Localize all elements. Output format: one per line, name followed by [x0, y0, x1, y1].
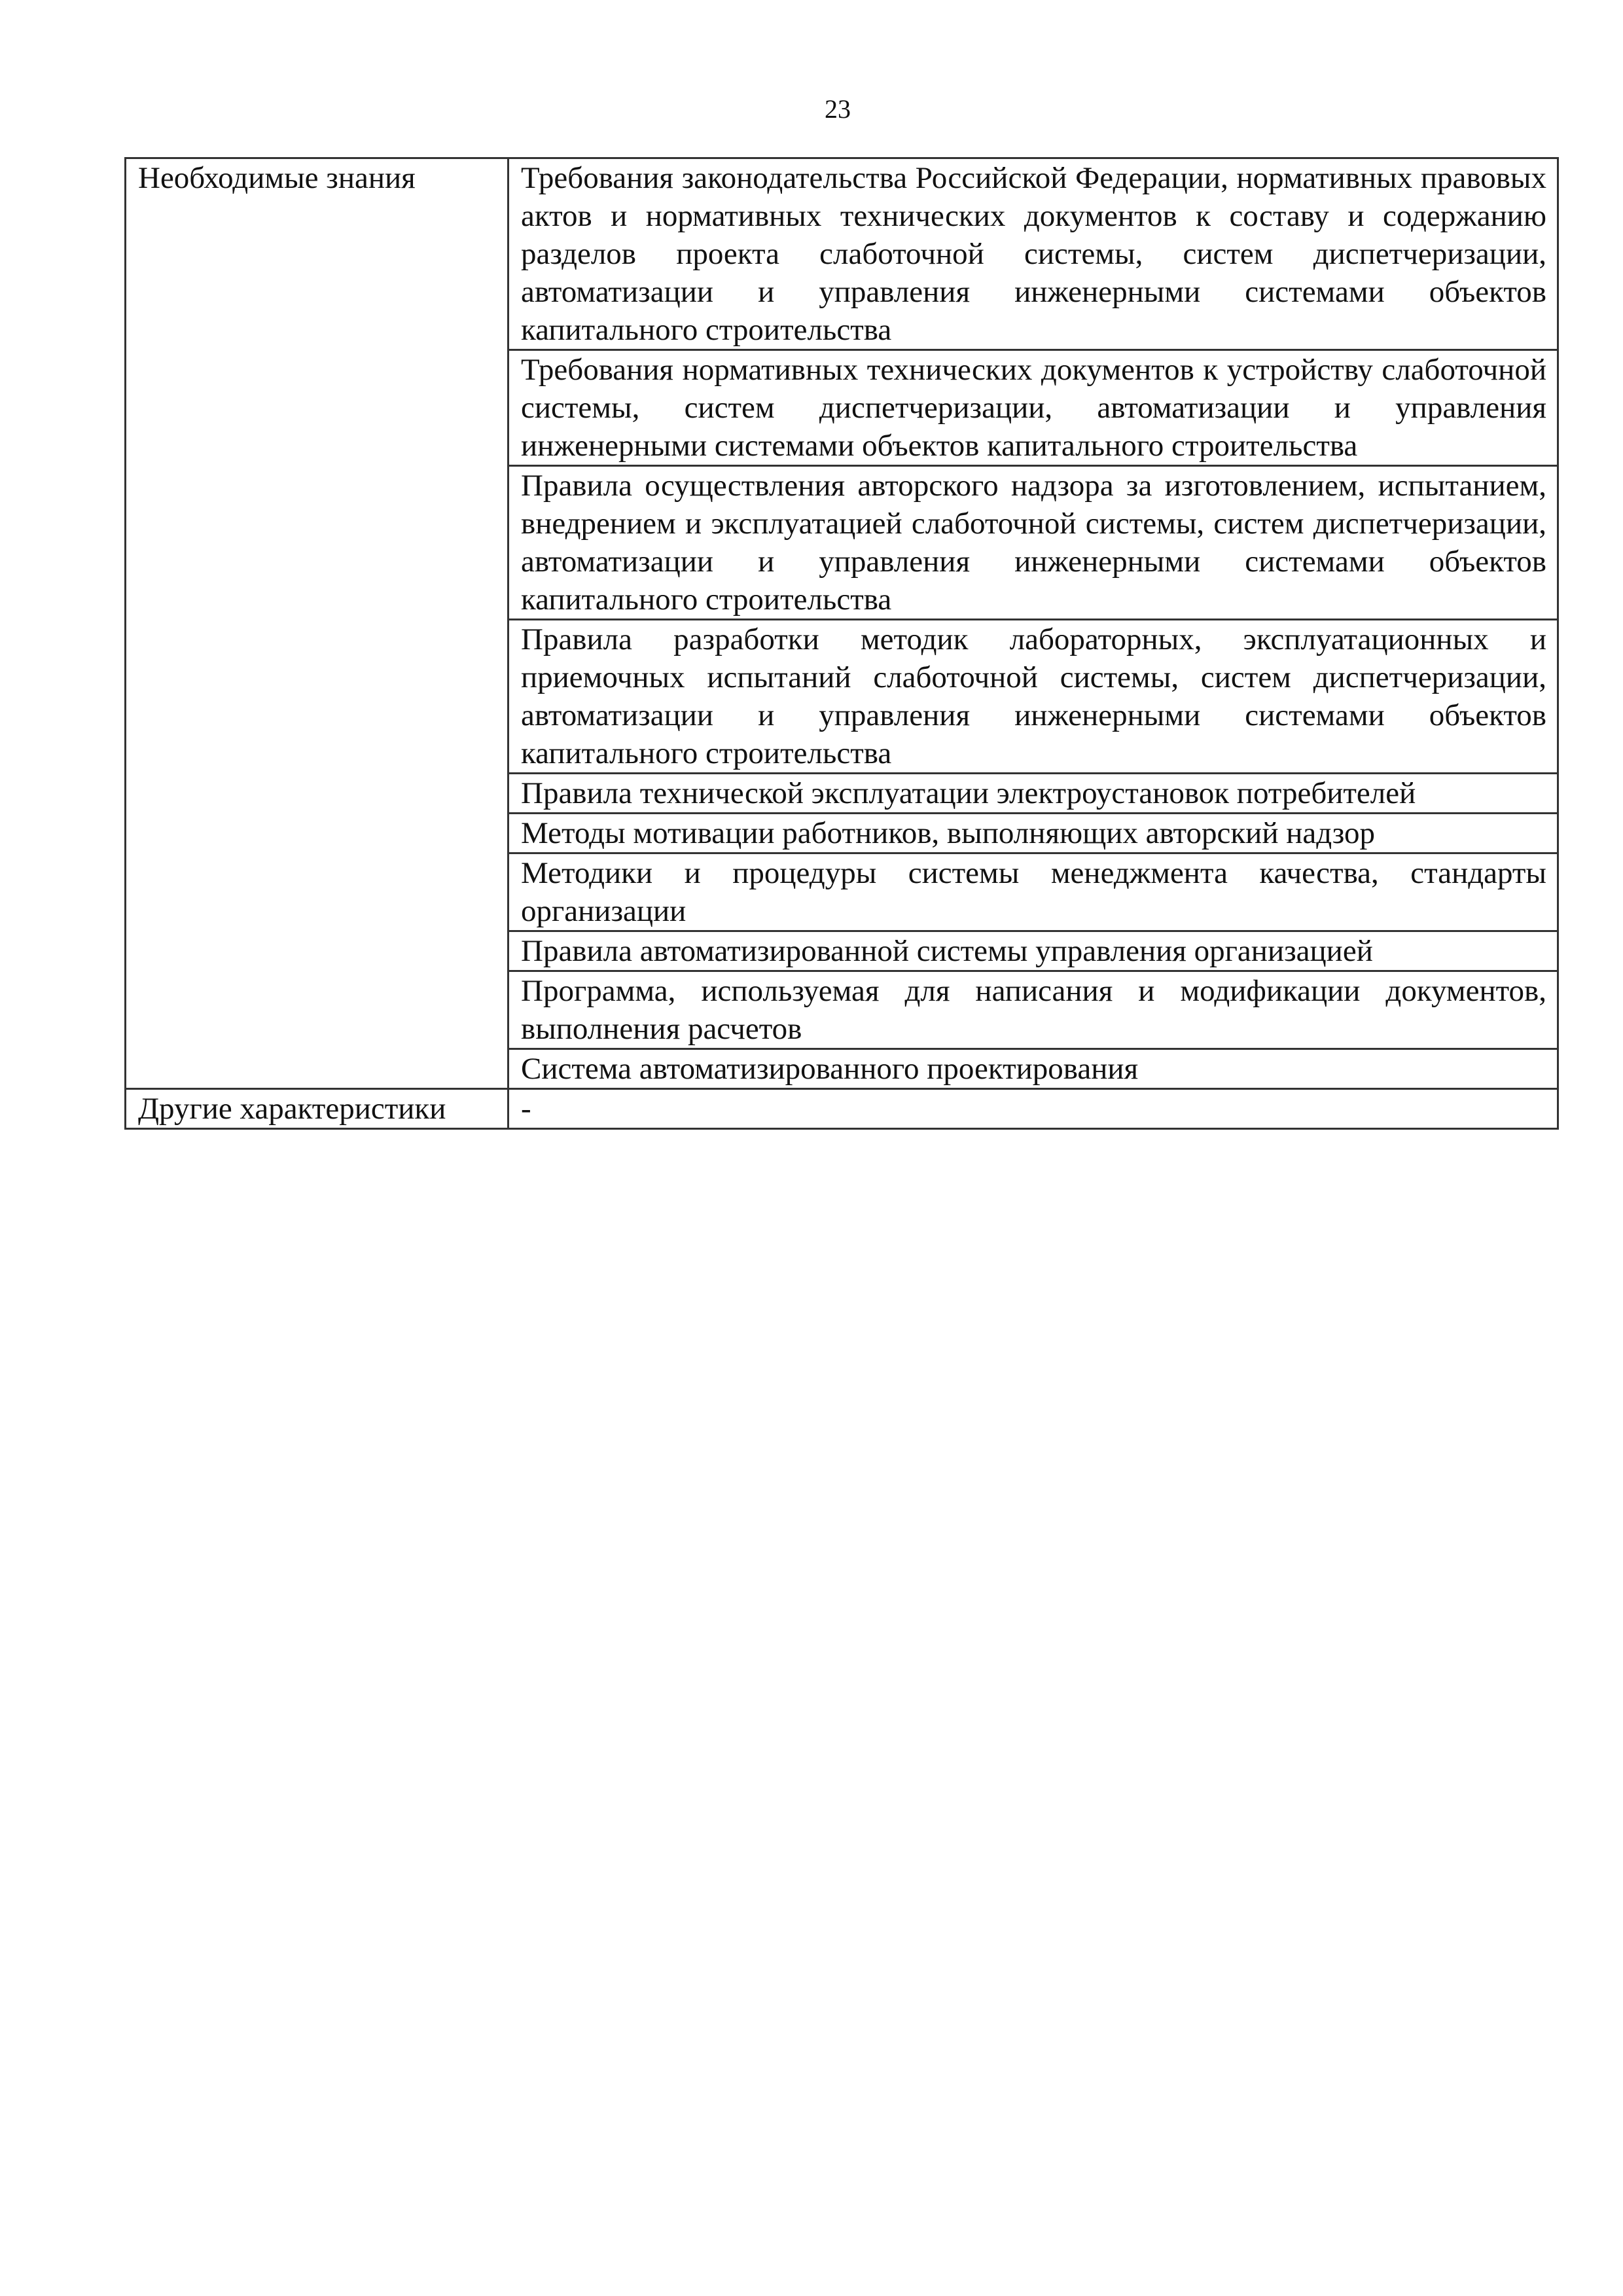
- knowledge-item: Правила разработки методик лабораторных, эксплуатационных и приемочных испытаний слаботочной системы, систем диспетчеризации, автоматизации и управления инженерными системами объектов капитального строительства: [508, 620, 1558, 774]
- other-characteristics-value: -: [508, 1089, 1558, 1129]
- other-characteristics-label: Другие характеристики: [126, 1089, 508, 1129]
- table-row: [126, 158, 1558, 350]
- knowledge-item: Программа, используемая для написания и модификации документов, выполнения расчетов: [508, 971, 1558, 1049]
- knowledge-item: Требования законодательства Российской Федерации, нормативных правовых актов и нормативных технических документов к составу и содержанию разделов проекта слаботочной системы, систем диспетчеризации, автоматизации и управления инженерными системами объектов капитального строительства: [508, 158, 1558, 350]
- page-number: 23: [825, 94, 851, 124]
- knowledge-item: Правила осуществления авторского надзора за изготовлением, испытанием, внедрением и эксплуатацией слаботочной системы, систем диспетчеризации, автоматизации и управления инженерными системами объектов капитального строительства: [508, 466, 1558, 620]
- knowledge-label: Необходимые знания: [126, 158, 508, 1089]
- knowledge-item: Методы мотивации работников, выполняющих авторский надзор: [508, 814, 1558, 853]
- table-row: [126, 1089, 1558, 1129]
- knowledge-item: Правила автоматизированной системы управления организацией: [508, 931, 1558, 971]
- knowledge-item: Методики и процедуры системы менеджмента качества, стандарты организации: [508, 853, 1558, 931]
- knowledge-item: Система автоматизированного проектирования: [508, 1049, 1558, 1089]
- knowledge-item: Требования нормативных технических документов к устройству слаботочной системы, систем диспетчеризации, автоматизации и управления инженерными системами объектов капитального строительства: [508, 350, 1558, 466]
- knowledge-item: Правила технической эксплуатации электроустановок потребителей: [508, 774, 1558, 814]
- requirements-table: [124, 157, 1559, 1130]
